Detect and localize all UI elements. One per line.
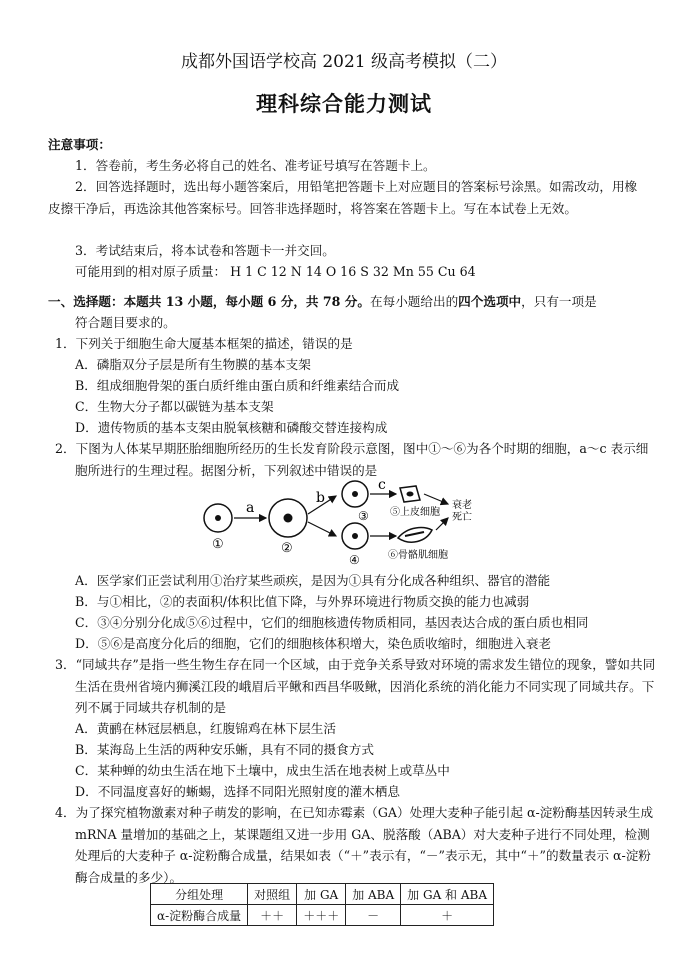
arrow-fate-upper (424, 494, 448, 504)
fate-label-line2: 死亡 (452, 512, 472, 523)
process-a-label: a (246, 500, 255, 516)
table-cell: ＋ (401, 905, 494, 926)
section-label: 一、选择题： (48, 294, 124, 309)
table-cell: － (346, 905, 401, 926)
q1-option-b: B．组成细胞骨架的蛋白质纤维由蛋白质和纤维素结合而成 (75, 378, 400, 393)
cell-5-nucleus (407, 492, 414, 497)
cell-3-label: ③ (358, 509, 369, 523)
table-cell: ＋＋＋ (297, 905, 346, 926)
table-header-cell: 加 ABA (346, 884, 401, 905)
q1-option-c: C．生物大分子都以碳链为基本支架 (75, 399, 274, 414)
q2-option-a: A．医学家们正尝试利用①治疗某些顽疾，是因为①具有分化成各种组织、器官的潜能 (75, 573, 551, 588)
cell-2-label: ② (281, 541, 293, 556)
cell-1-nucleus (215, 515, 221, 521)
table-header-cell: 加 GA 和 ABA (401, 884, 494, 905)
table-row-label: α-淀粉酶合成量 (151, 905, 248, 926)
cell-1-label: ① (212, 537, 224, 552)
notice-heading: 注意事项： (48, 137, 111, 152)
atomic-mass-line: 可能用到的相对原子质量： H 1 C 12 N 14 O 16 S 32 Mn 55 Cu 64 (75, 264, 476, 279)
cell-development-diagram (200, 478, 490, 568)
cell-4-nucleus (352, 533, 358, 539)
process-c-label: c (378, 478, 386, 493)
q2-option-c: C．③④分别分化成⑤⑥过程中，它们的细胞核遗传物质相同，基因表达合成的蛋白质也相同 (75, 615, 589, 630)
table-header-cell: 分组处理 (151, 884, 248, 905)
table-header-cell: 对照组 (248, 884, 297, 905)
q3-stem: 3．“同域共存”是指一些生物生存在同一个区域，由于竞争关系导致对环境的需求发生错位的现象，譬如共同生活在贵州省境内狮溪江段的峨眉后平鳅和西昌华吸鳅，因消化系统的消化能力不同实现了同域共存。下列不属于同域共存机制的是 (55, 657, 656, 715)
cell-3-nucleus (352, 491, 358, 497)
q2-option-b: B．与①相比，②的表面积/体积比值下降，与外界环境进行物质交换的能力也减弱 (75, 594, 530, 609)
q1-stem: 1．下列关于细胞生命大厦基本框架的描述，错误的是 (55, 336, 353, 351)
exam-title: 成都外国语学校高 2021 级高考模拟（二） (180, 52, 508, 72)
q3-option-d: D．不同温度喜好的蜥蜴，选择不同阳光照射度的灌木栖息 (75, 784, 400, 799)
section-bold-1: 本题共 13 小题，每小题 6 分，共 78 分。 (123, 294, 370, 309)
exam-subtitle: 理科综合能力测试 (256, 92, 432, 116)
section-text-end: ，只有一项是 (521, 294, 597, 309)
q3-option-c: C．某种蝉的幼虫生活在地下土壤中，成虫生活在地表树上或草丛中 (75, 763, 450, 778)
table-row (151, 905, 494, 926)
table-header-cell: 加 GA (297, 884, 346, 905)
section-bold-2: 四个选项中 (458, 294, 522, 309)
q2-option-d: D．⑤⑥是高度分化后的细胞，它们的细胞核体积增大，染色质收缩时，细胞进入衰老 (75, 636, 552, 651)
notice-item-2: 2．回答选择题时，选出每小题答案后，用铅笔把答题卡上对应题目的答案标号涂黑。如需改动，用橡皮擦干净后，再选涂其他答案标号。回答非选择题时，将答案在答题卡上。写在本试卷上无效。 (48, 179, 638, 216)
table-cell: ＋＋ (248, 905, 297, 926)
cell-5-label: ⑤上皮细胞 (390, 507, 440, 518)
q2-stem: 2．下图为人体某早期胚胎细胞所经历的生长发育阶段示意图，图中①～⑥为各个时期的细胞，a～c 表示细胞所进行的生理过程。据图分析，下列叙述中错误的是 (55, 441, 649, 478)
cell-2-nucleus (284, 514, 293, 523)
q4-stem: 4．为了探究植物激素对种子萌发的影响，在已知赤霉素（GA）处理大麦种子能引起 α-淀粉酶基因转录生成 mRNA 量增加的基础之上，某课题组又进一步用 GA、脱落酸（ABA）对大麦种子进行不同处理，检测处理后的大麦种子 α-淀粉酶合成量，结果如表（“＋”表示有，“－”表示无，其中“＋”的数量表示 α-淀粉酶合成量的多少）。 (55, 805, 654, 885)
section-heading (48, 291, 597, 312)
section-line-2: 符合题目要求的。 (75, 315, 176, 330)
notice-item-3: 3．考试结束后，将本试卷和答题卡一并交回。 (75, 243, 335, 258)
process-b-label: b (316, 490, 325, 506)
notice-item-1: 1．答卷前，考生务必将自己的姓名、准考证号填写在答题卡上。 (75, 158, 436, 173)
fate-label-line1: 衰老 (452, 500, 472, 511)
q1-option-d: D．遗传物质的基本支架由脱氧核糖和磷酸交替连接构成 (75, 420, 388, 435)
arrow-b-lower (308, 522, 336, 536)
arrow-fate-lower (436, 518, 448, 530)
section-text-mid: 在每小题给出的 (370, 294, 459, 309)
cell-6-label: ⑥骨骼肌细胞 (388, 550, 448, 561)
q4-result-table (150, 883, 494, 926)
cell-4-label: ④ (349, 553, 360, 567)
q3-option-b: B．某海岛上生活的两种安乐蜥，具有不同的摄食方式 (75, 742, 374, 757)
q3-option-a: A．黄鹂在林冠层栖息，红腹锦鸡在林下层生活 (75, 721, 336, 736)
q1-option-a: A．磷脂双分子层是所有生物膜的基本支架 (75, 357, 311, 372)
table-header-row (151, 884, 494, 905)
